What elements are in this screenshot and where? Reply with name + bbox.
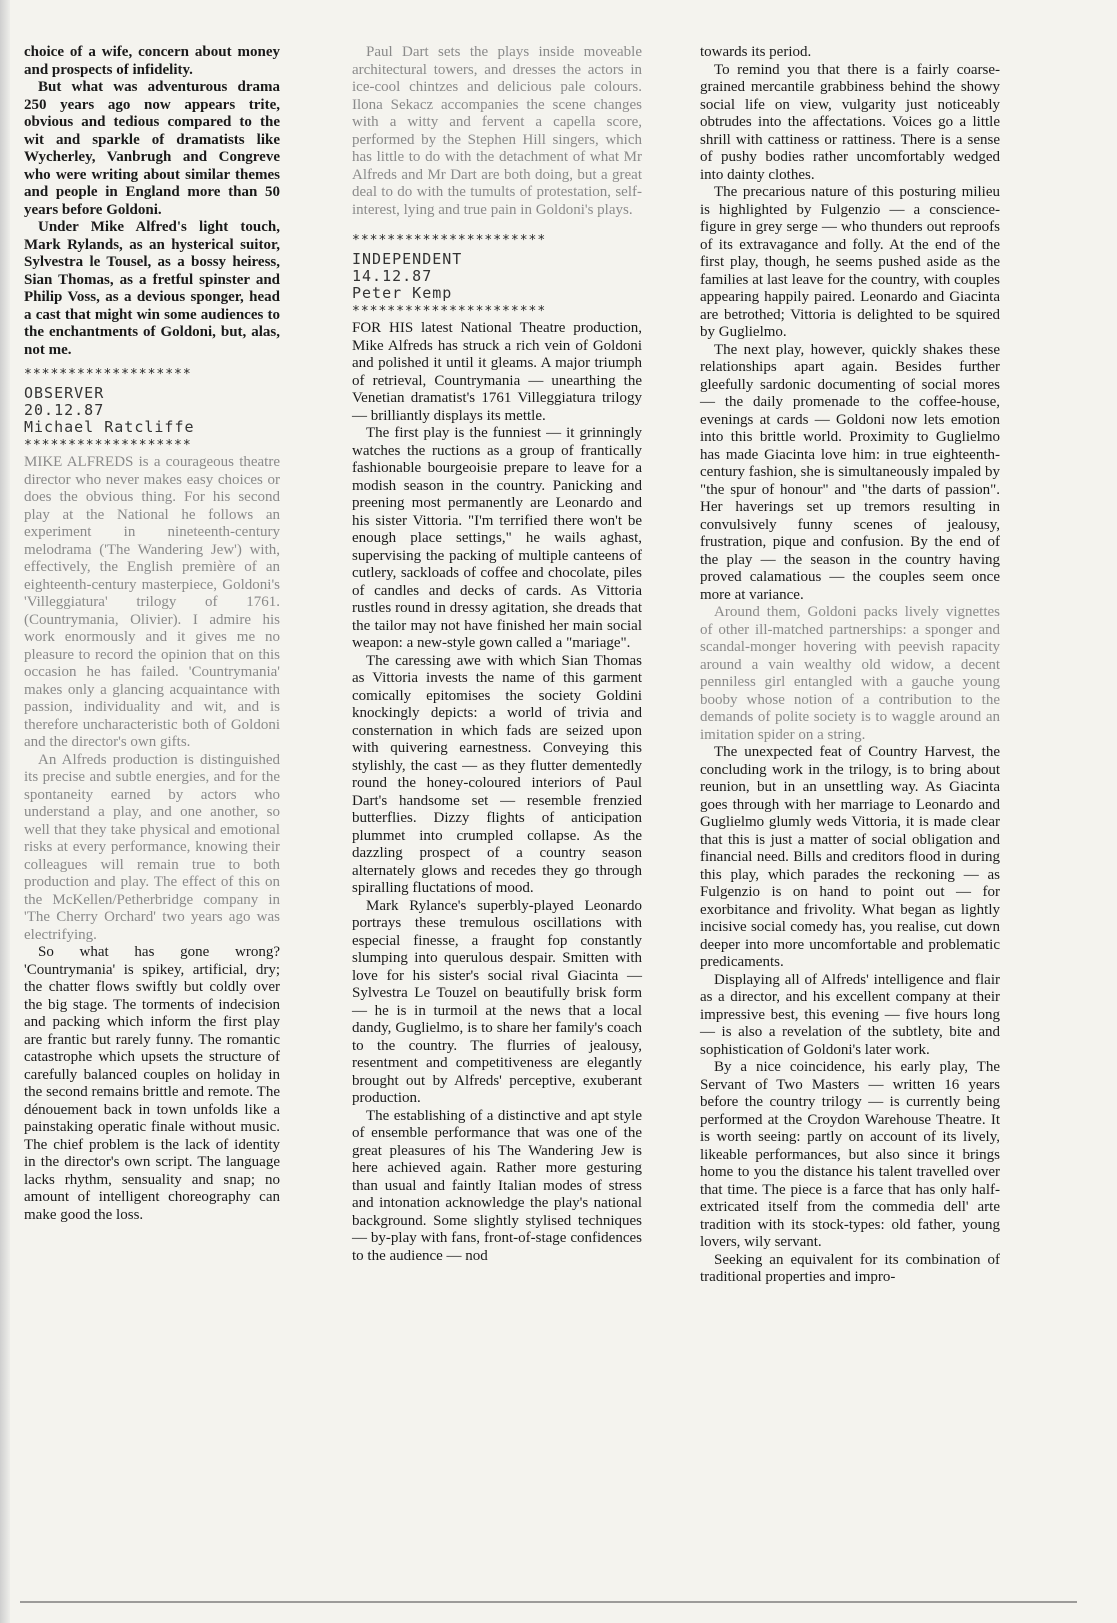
source-date: 20.12.87 [24, 401, 105, 419]
paragraph: Displaying all of Alfreds' intelligence and flair as a director, and his excellent company at their impressive best, this evening — five hours long — is also a revelation of the subtlety, bite and sophistication of Goldoni's later work. [700, 971, 1000, 1058]
column-left [24, 44, 280, 1224]
source-author: Peter Kemp [352, 284, 453, 302]
paragraph: choice of a wife, concern about money and prospects of infidelity. [24, 44, 280, 78]
paragraph: The next play, however, quickly shakes these relationships apart again. Besides further gleefully sardonic documenting of social mores — the daily promenade to the coffee-house, evenings at cards — Goldoni now lets emotion into this brittle world. Proximity to Guglielmo has made Giacinta love him: in true eighteenth-century fashion, she is simultaneously impaled by "the spur of honour" and "the darts of passion". Her haverings set up tremors resulting in convulsively funny scenes of jealousy, frustration, pique and confusion. By the end of the play — the season in the country having proved calamatious — the couples seem once more at variance. [700, 341, 1000, 603]
paragraph: The caressing awe with which Sian Thomas as Vittoria invests the name of this garment comically epitomises the society Goldini knockingly depicts: a world of trivia and consternation in which fads are seized upon with quivering earnestness. Conveying this stylishly, the cast — as they flutter dementedly round the honey-coloured interiors of Paul Dart's handsome set — resemble frenzied butterflies. Dizzy flights of anticipation plummet into crumpled collapse. As the dazzling prospect of a country season alternately glows and recedes they go through spiralling fluctations of mood. [352, 652, 642, 896]
paragraph: FOR HIS latest National Theatre production, Mike Alfreds has struck a rich vein of Goldoni and polished it until it gleams. A major triumph of retrieval, Countrymania — unearthing the Venetian dramatist's 1761 Villeggiatura trilogy — brilliantly displays its mettle. [352, 320, 642, 424]
paragraph: The unexpected feat of Country Harvest, the concluding work in the trilogy, is to bring about reunion, but in an unsettling way. As Giacinta goes through with her marriage to Leonardo and Guglielmo glumly weds Vittoria, it is made clear that this is just a matter of social obligation and financial need. Bills and creditors flood in during this play, which parades the reckoning — as Fulgenzio is on hand to point out — for exorbitance and frivolity. What began as lightly incisive social comedy has, you realise, cut down deeper into more uncomfortable and problematic predicaments. [700, 744, 1000, 970]
source-author: Michael Ratcliffe [24, 418, 195, 436]
paragraph: towards its period. [700, 44, 812, 60]
paragraph: Around them, Goldoni packs lively vignettes of other ill-matched partnerships: a sponger and scandal-monger hovering with peevish rapacity around a vain wealthy old widow, a decent penniless girl entangled with a gauche young booby whose notion of a contribution to the demands of polite society is to waggle around an imitation spider on a string. [700, 604, 1000, 743]
page-bottom-rule [20, 1601, 1077, 1603]
separator-stars: ******************* [24, 367, 192, 382]
column-right [700, 44, 1000, 1287]
paragraph: To remind you that there is a fairly coarse-grained mercantile grabbiness behind the showy social life on view, vulgarity just noticeably obtrudes into the affectations. Voices go a little shrill with cattiness or rattiness. There is a sense of pushy bodies rather uncomfortably wedged into dainty clothes. [700, 61, 1000, 183]
paragraph: An Alfreds production is distinguished its precise and subtle energies, and for the spontaneity earned by actors who understand a play, and one another, so well that they take physical and emotional risks at every performance, knowing their colleagues will remain true to both production and play. The effect of this on the McKellen/Petherbridge company in 'The Cherry Orchard' two years ago was electrifying. [24, 751, 280, 943]
paragraph: The establishing of a distinctive and apt style of ensemble performance that was one of the great pleasures of his The Wandering Jew is here achieved again. Rather more gesturing than usual and faintly Italian modes of stress and intonation acknowledge the play's national background. Some slightly stylised techniques — by-play with fans, front-of-stage confidences to the audience — nod [352, 1107, 642, 1264]
paragraph: Mark Rylance's superbly-played Leonardo portrays these tremulous oscillations with especial finesse, a fraught fop constantly slumping into querulous despair. Smitten with love for his sister's social rival Giacinta — Sylvestra Le Touzel on beautifully brisk form — he is in turmoil at the news that a local dandy, Guglielmo, is to share her family's coach to the country. The flurries of jealousy, resentment and competitiveness are elegantly brought out by Alfreds' perceptive, exuberant production. [352, 897, 642, 1106]
paragraph: But what was adventurous drama 250 years ago now appears trite, obvious and tedious compared to the wit and sparkle of dramatists like Wycherley, Vanbrugh and Congreve who were writing about similar themes and people in England more than 50 years before Goldoni. [24, 79, 280, 218]
paragraph: The first play is the funniest — it grinningly watches the ructions as a group of frantically fashionable bourgeoisie prepare to leave for a modish season in the country. Panicking and preening most permanently are Leonardo and his sister Vittoria. "I'm terrified there won't be enough place settings," he wails aghast, supervising the packing of multiple canteens of cutlery, sackloads of coffee and chocolate, piles of candles and decks of cards. As Vittoria rustles round in dressy agitation, she dreads that the tailor may not have finished her main social weapon: a new-style gown called a "mariage". [352, 425, 642, 651]
paragraph: MIKE ALFREDS is a courageous theatre director who never makes easy choices or does the obvious thing. For his second play at the National he follows an experiment in nineteenth-century melodrama ('The Wandering Jew') with, effectively, the English première of an eighteenth-century masterpiece, Goldoni's 'Villeggiatura' trilogy of 1761. (Countrymania, Olivier). I admire his work enormously and it gives me no pleasure to record the opinion that on this occasion he has failed. 'Countrymania' makes only a glancing acquaintance with passion, individuality and wit, and is therefore uncharacteristic both of Goldoni and the director's own gifts. [24, 454, 280, 750]
source-date: 14.12.87 [352, 267, 433, 285]
column-middle [352, 44, 642, 1265]
paragraph: By a nice coincidence, his early play, The Servant of Two Masters — written 16 years before the country trilogy — is currently being performed at the Croydon Warehouse Theatre. It is worth seeing: partly on account of its lively, likeable performances, but also since it brings home to you the distance his talent travelled over that time. The piece is a farce that has only half-extricated itself from the commedia dell' arte tradition with its stock-types: old father, young lovers, wily servant. [700, 1059, 1000, 1250]
review-source-header [352, 251, 642, 302]
page-edge [0, 0, 10, 1623]
separator-stars: ********************** [352, 233, 547, 248]
paragraph: Under Mike Alfred's light touch, Mark Rylands, as an hysterical suitor, Sylvestra le Tousel, as a bossy heiress, Sian Thomas, as a fretful spinster and Philip Voss, as a devious sponger, head a cast that might win some audiences to the enchantments of Goldoni, but, alas, not me. [24, 219, 280, 358]
separator-stars: ******************* [24, 438, 192, 453]
paragraph: The precarious nature of this posturing milieu is highlighted by Fulgenzio — a conscience-figure in grey serge — who thunders out reproofs of its extravagance and folly. At the end of the first play, though, he seems pushed aside as the families at last leave for the country, with couples appearing happily paired. Leonardo and Giacinta are betrothed; Vittoria is delighted to be squired by Guglielmo. [700, 184, 1000, 340]
paragraph: So what has gone wrong? 'Countrymania' is spikey, artificial, dry; the chatter flows swiftly but coldly over the big stage. The torments of indecision and packing which inform the first play are frantic but rarely funny. The romantic catastrophe which upsets the structure of carefully balanced couples on holiday in the second remains brittle and remote. The dénouement back in town unfolds like a painstaking operatic finale without music. The chief problem is the lack of identity in the director's own script. The language lacks rhythm, sensuality and snap; no amount of intelligent choreography can make good the loss. [24, 944, 280, 1223]
separator-stars: ********************** [352, 304, 547, 319]
source-name: OBSERVER [24, 384, 105, 402]
paragraph: Seeking an equivalent for its combination of traditional properties and impro- [700, 1251, 1000, 1285]
paragraph: Paul Dart sets the plays inside moveable architectural towers, and dresses the actors in ice-cool chintzes and delicious pale colours. Ilona Sekacz accompanies the scene changes with a witty and fervent a capella score, performed by the Stephen Hill singers, which has little to do with the detachment of what Mr Alfreds and Mr Dart are both doing, but a great deal to do with the tumults of protestation, self-interest, lying and true pain in Goldoni's plays. [352, 44, 642, 218]
source-name: INDEPENDENT [352, 250, 463, 268]
review-source-header [24, 385, 280, 436]
